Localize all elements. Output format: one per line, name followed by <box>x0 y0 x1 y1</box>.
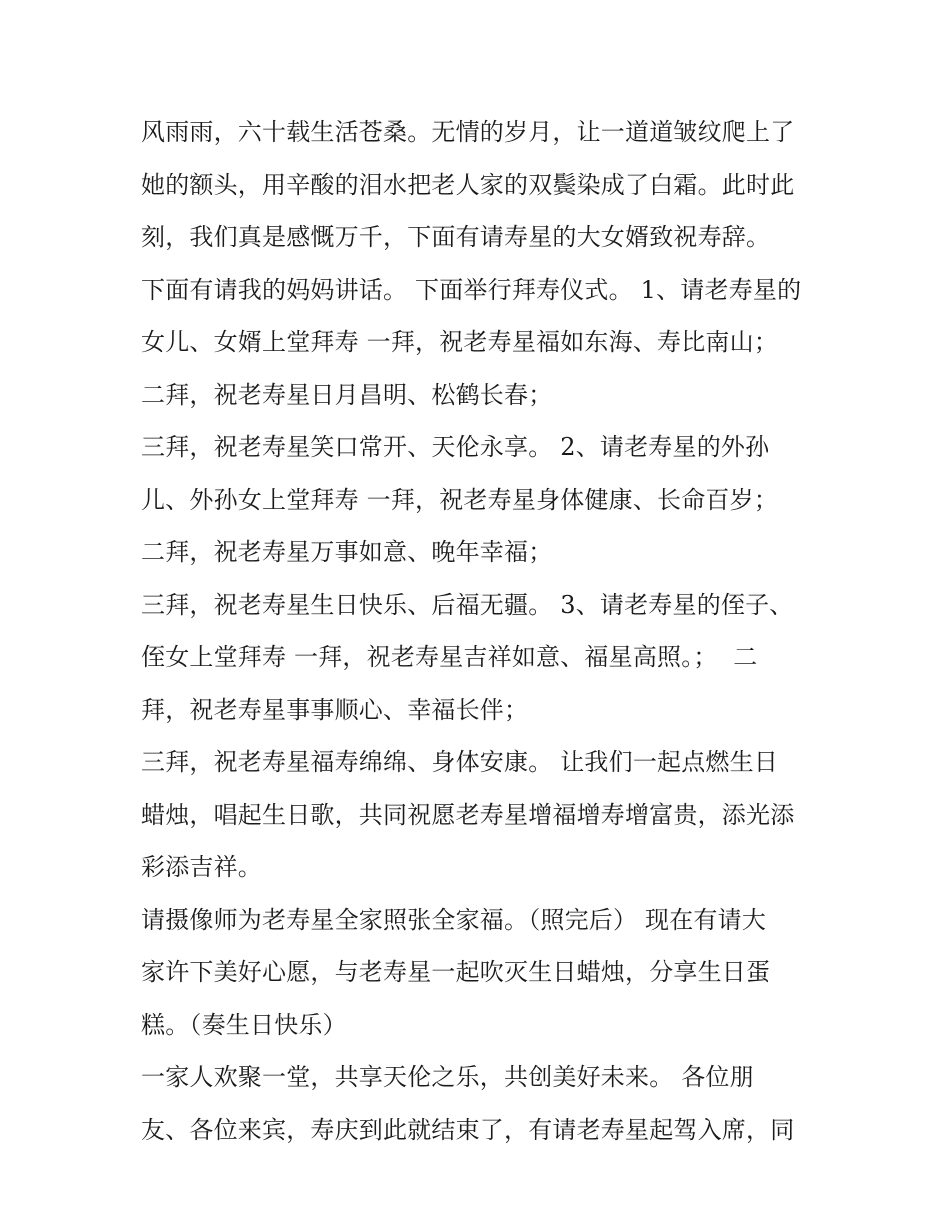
text-line: 风雨雨，六十载生活苍桑。无情的岁月，让一道道皱纹爬上了 <box>141 118 795 146</box>
text-line: 一家人欢聚一堂，共享天伦之乐，共创美好未来。 各位朋 <box>141 1063 754 1091</box>
text-line: 友、各位来宾，寿庆到此就结束了，有请老寿星起驾入席，同 <box>141 1115 795 1144</box>
text-line: 蜡烛，唱起生日歌，共同祝愿老寿星增福增寿增富贵，添光添 <box>141 800 795 829</box>
text-body <box>141 106 841 1156</box>
text-line: 拜，祝老寿星事事顺心、幸福长伴； <box>141 695 529 724</box>
text-line: 刻，我们真是感慨万千，下面有请寿星的大女婿致祝寿辞。 <box>141 223 771 251</box>
text-line: 侄女上堂拜寿 一拜，祝老寿星吉祥如意、福星高照。； 二 <box>141 643 758 671</box>
text-line: 二拜，祝老寿星万事如意、晚年幸福； <box>141 538 553 566</box>
text-line: 儿、外孙女上堂拜寿 一拜，祝老寿星身体健康、长命百岁； <box>141 485 779 514</box>
text-line: 彩添吉祥。 <box>141 853 262 881</box>
text-line: 三拜，祝老寿星笑口常开、天伦永享。 2、请老寿星的外孙 <box>141 433 770 461</box>
text-line: 三拜，祝老寿星福寿绵绵、身体安康。 让我们一起点燃生日 <box>141 748 779 776</box>
text-line: 她的额头，用辛酸的泪水把老人家的双鬓染成了白霜。此时此 <box>141 170 795 199</box>
text-line: 二拜，祝老寿星日月昌明、松鹤长春； <box>141 380 553 409</box>
text-line: 糕。（奏生日快乐） <box>141 1010 347 1039</box>
text-line: 请摄像师为老寿星全家照张全家福。（照完后） 现在有请大 <box>141 905 767 934</box>
text-line: 下面有请我的妈妈讲话。 下面举行拜寿仪式。 1、请老寿星的 <box>141 275 802 304</box>
text-line: 家许下美好心愿，与老寿星一起吹灭生日蜡烛，分享生日蛋 <box>141 958 771 986</box>
text-line: 女儿、女婿上堂拜寿 一拜，祝老寿星福如东海、寿比南山； <box>141 328 779 356</box>
text-line: 三拜，祝老寿星生日快乐、后福无疆。 3、请老寿星的侄子、 <box>141 590 794 619</box>
